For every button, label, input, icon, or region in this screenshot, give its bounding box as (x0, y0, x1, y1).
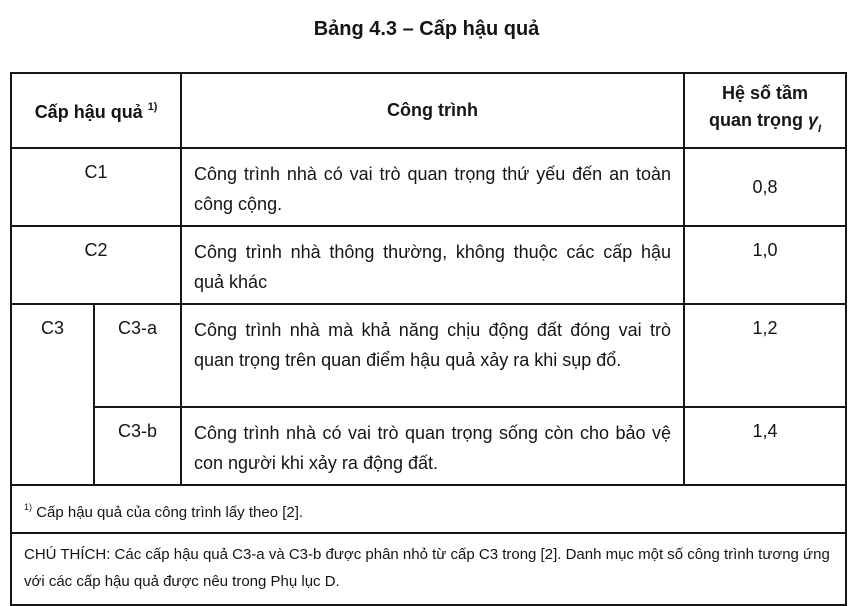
footnote-marker: 1) (24, 502, 33, 513)
factor-cell-c2 (684, 226, 846, 304)
description-text-c3a: Công trình nhà mà khả năng chịu động đất đóng vai trò quan trọng trên quan điểm hậu quả xảy ra khi sụp đổ. (194, 320, 672, 370)
footnote-cell (11, 485, 846, 533)
table-footnote-row (11, 485, 846, 533)
description-cell-c1 (181, 148, 684, 226)
description-cell-c3b (181, 407, 684, 485)
description-cell-c3a (181, 304, 684, 407)
factor-value-c1: 0,8 (752, 176, 778, 197)
class-label-c2: C2 (84, 240, 108, 260)
note-cell (11, 533, 846, 605)
table-note-row (11, 533, 846, 605)
subclass-cell-c3b (94, 407, 181, 485)
table-caption: Bảng 4.3 – Cấp hậu quả (313, 18, 540, 40)
header-footnote-marker: 1) (147, 100, 158, 113)
description-text-c2: Công trình nhà thông thường, không thuộc các cấp hậu quả khác (194, 242, 672, 292)
class-label-c1: C1 (84, 162, 108, 182)
description-text-c3b: Công trình nhà có vai trò quan trọng sống còn cho bảo vệ con người khi xảy ra động đất. (194, 423, 672, 473)
table-row-c1 (11, 148, 846, 226)
factor-cell-c1 (684, 148, 846, 226)
header-consequence-class-label: Cấp hậu quả (34, 102, 143, 122)
footnote-text: Cấp hậu quả của công trình lấy theo [2]. (32, 504, 304, 521)
gamma-subscript: I (817, 122, 822, 135)
class-label-c3: C3 (40, 318, 64, 338)
table-row-c3b (11, 407, 846, 485)
header-importance-factor-line1: Hệ số tầm (722, 82, 809, 103)
header-structure-label: Công trình (387, 100, 478, 120)
factor-value-c3b: 1,4 (752, 421, 778, 441)
header-cell-importance-factor (684, 73, 846, 148)
factor-value-c3a: 1,2 (752, 318, 778, 338)
factor-cell-c3b (684, 407, 846, 485)
description-cell-c2 (181, 226, 684, 304)
header-cell-consequence-class (11, 73, 181, 148)
class-cell-c1 (11, 148, 181, 226)
table-row-c2 (11, 226, 846, 304)
subclass-cell-c3a (94, 304, 181, 407)
class-cell-c2 (11, 226, 181, 304)
factor-value-c2: 1,0 (752, 240, 778, 260)
note-text: Các cấp hậu quả C3-a và C3-b được phân nhỏ từ cấp C3 trong [2]. Danh mục một số công trình tương ứng với các cấp hậu quả được nêu trong Phụ lục D. (24, 546, 830, 590)
description-text-c1: Công trình nhà có vai trò quan trọng thứ yếu đến an toàn công cộng. (194, 164, 672, 214)
header-importance-factor-line2 (685, 107, 845, 142)
gamma-symbol: γ (807, 109, 818, 130)
consequence-class-table (10, 72, 847, 606)
subclass-label-c3a: C3-a (118, 318, 158, 338)
table-header-row (11, 73, 846, 148)
note-label: CHÚ THÍCH: (24, 546, 111, 563)
class-cell-c3 (11, 304, 94, 485)
subclass-label-c3b: C3-b (118, 421, 158, 441)
header-importance-factor-text: quan trọng (708, 109, 803, 130)
table-row-c3a (11, 304, 846, 407)
factor-cell-c3a (684, 304, 846, 407)
header-cell-structure (181, 73, 684, 148)
